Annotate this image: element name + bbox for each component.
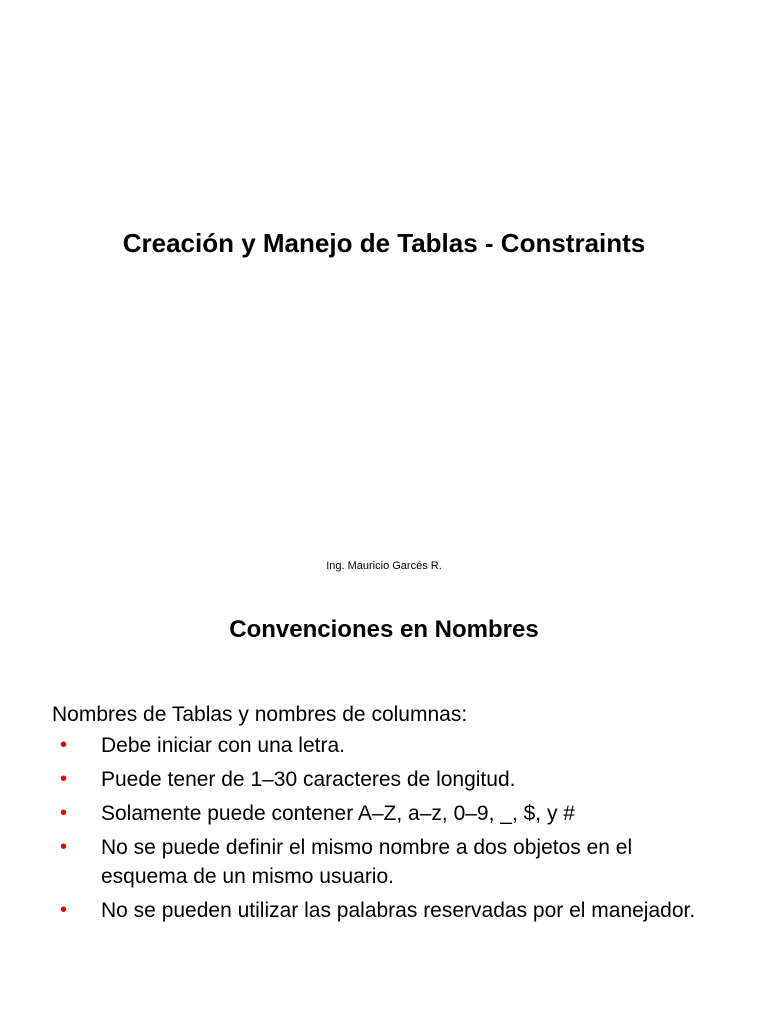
bullet-text: Debe iniciar con una letra.	[101, 734, 345, 757]
section-title: Convenciones en Nombres	[229, 616, 539, 643]
bullet-text: Puede tener de 1–30 caracteres de longitud.	[101, 768, 516, 791]
bullet-text: No se pueden utilizar las palabras reservadas por el manejador.	[101, 899, 696, 922]
bullet-dot-icon: •	[60, 836, 68, 858]
bullet-list	[60, 731, 720, 930]
bullet-dot-icon: •	[60, 734, 68, 756]
bullet-dot-icon: •	[60, 899, 68, 921]
bullet-item	[60, 833, 720, 891]
slide-title: Creación y Manejo de Tablas - Constraints	[122, 228, 646, 258]
bullet-text: Solamente puede contener A–Z, a–z, 0–9, _, $, y #	[101, 802, 575, 825]
bullet-item	[60, 799, 720, 828]
bullet-item	[60, 765, 720, 794]
bullet-dot-icon: •	[60, 768, 68, 790]
section-intro: Nombres de Tablas y nombres de columnas:	[52, 703, 468, 726]
bullet-item	[60, 731, 720, 760]
bullet-text: No se puede definir el mismo nombre a dos objetos en el esquema de un mismo usuario.	[101, 836, 633, 888]
author-name: Ing. Mauricio Garcés R.	[326, 560, 442, 572]
bullet-item	[60, 896, 720, 925]
bullet-dot-icon: •	[60, 802, 68, 824]
